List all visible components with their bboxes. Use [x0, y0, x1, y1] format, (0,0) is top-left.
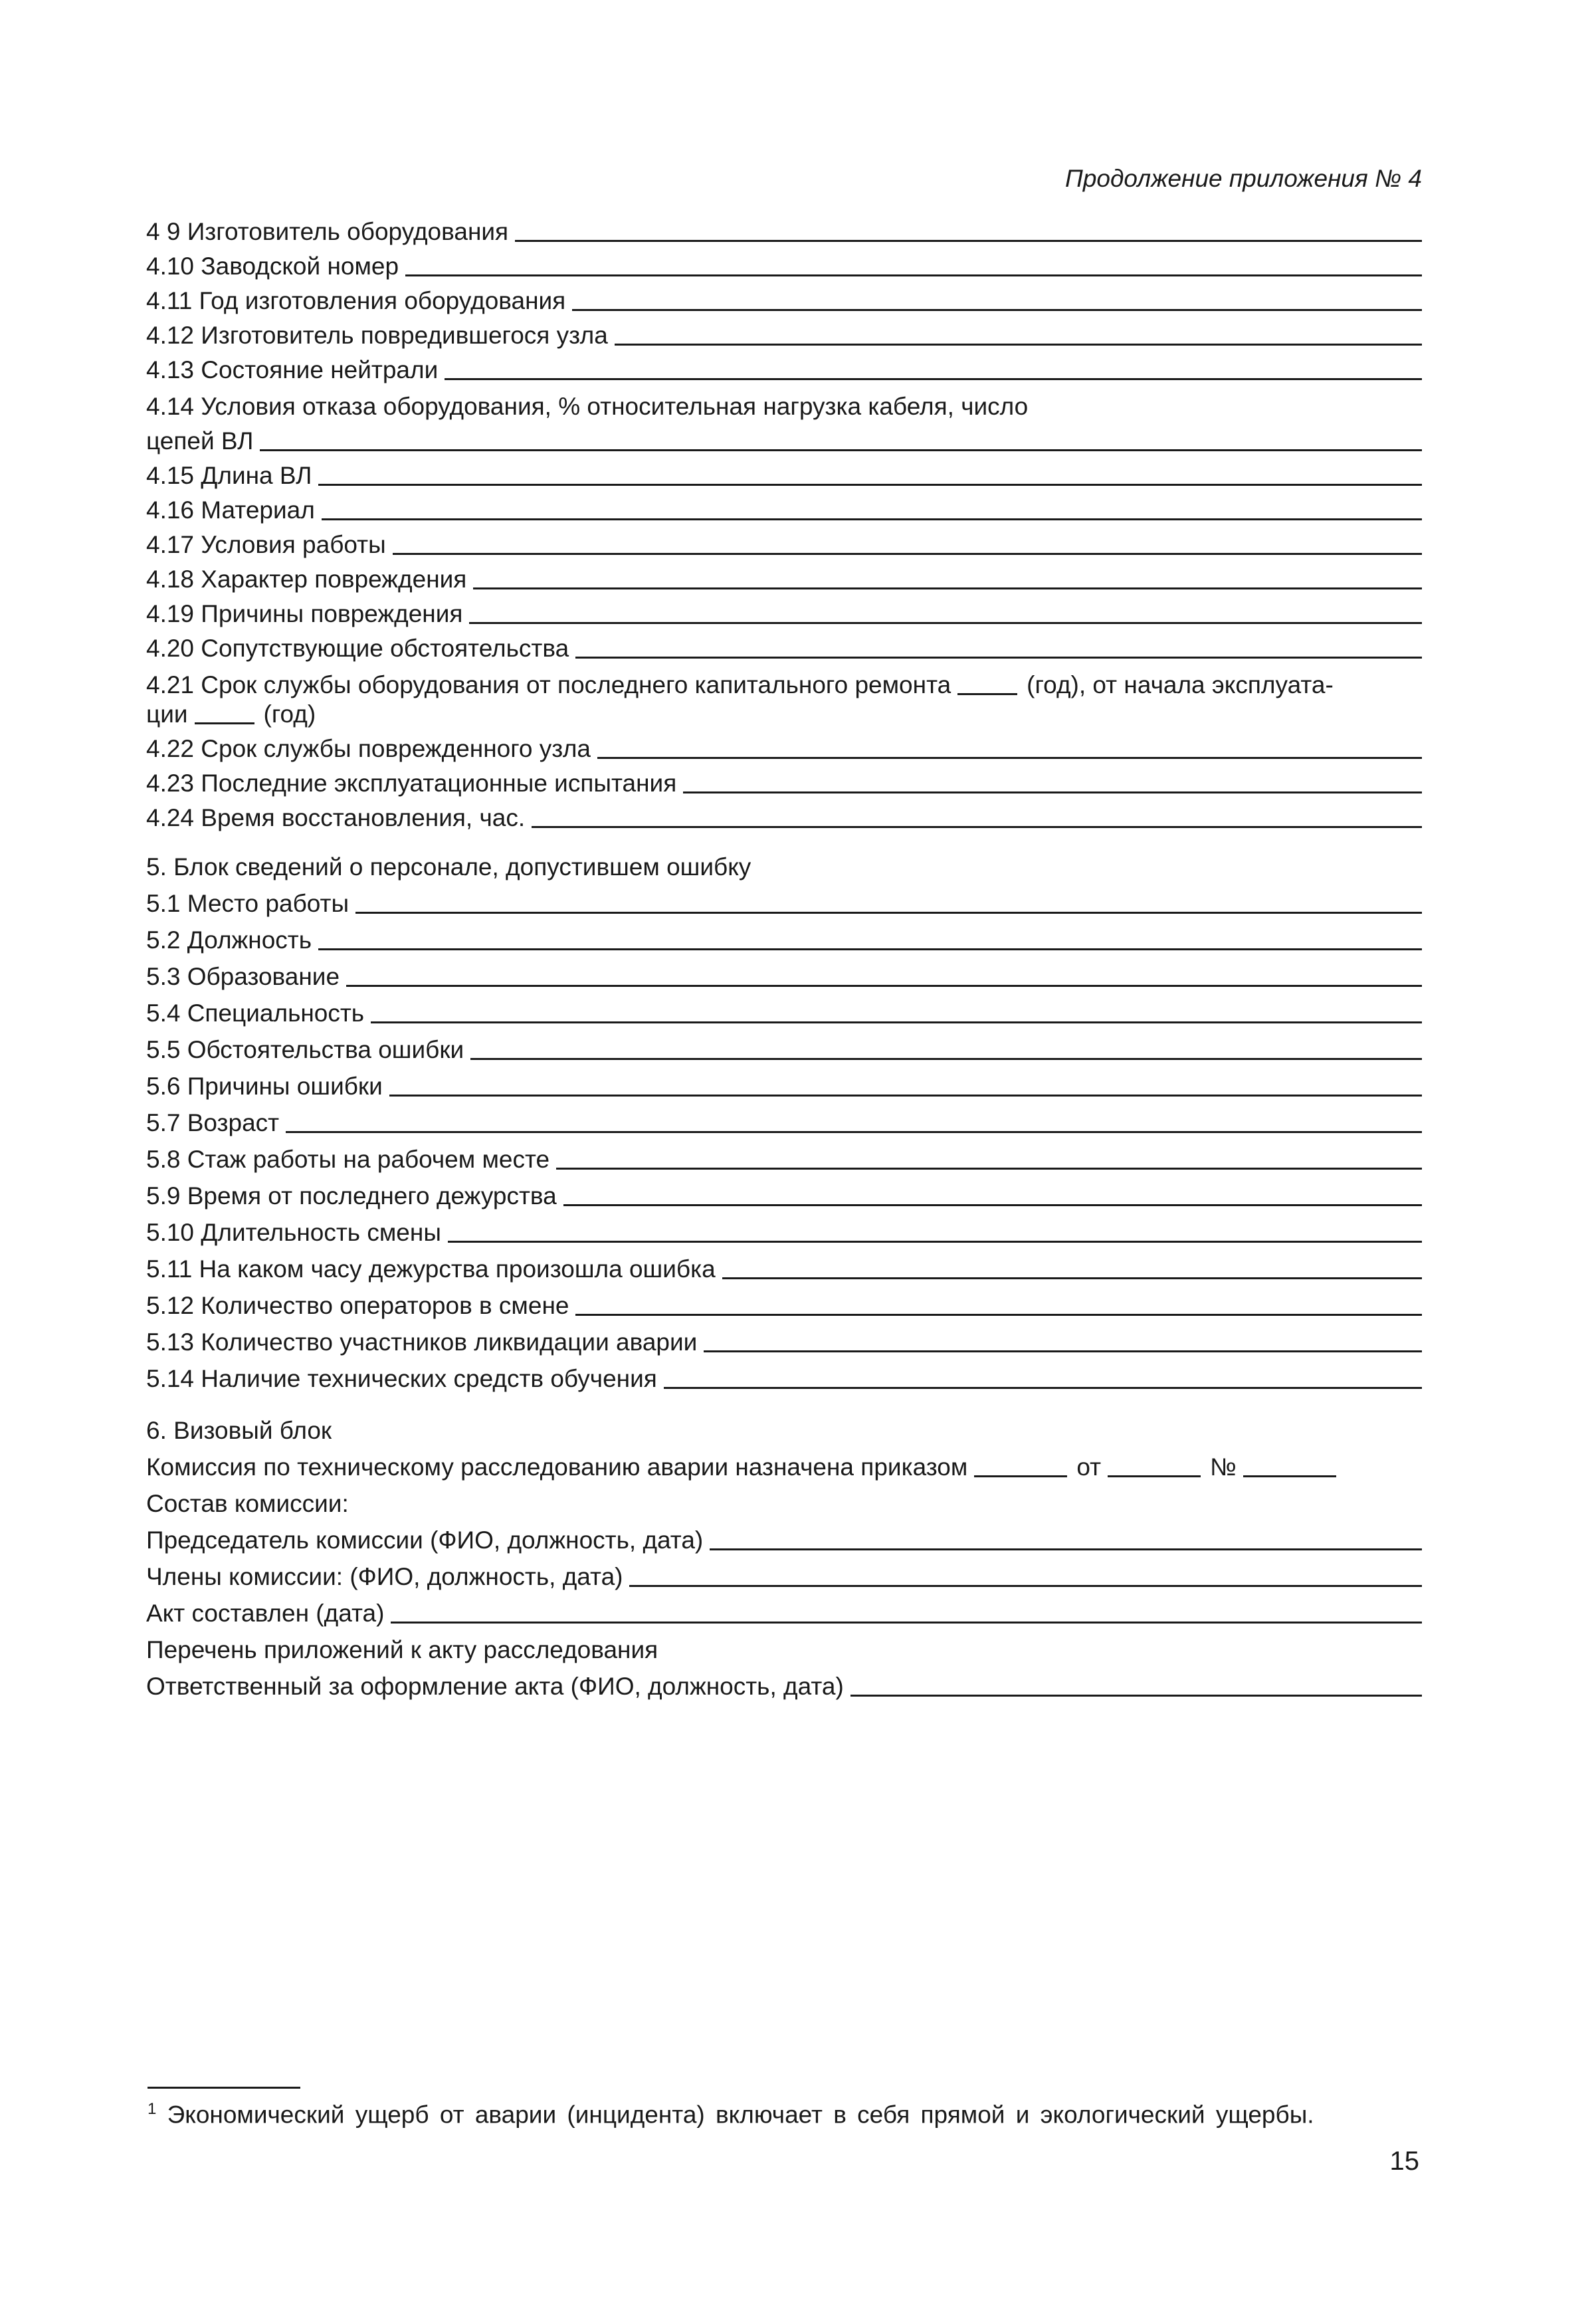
blank-field[interactable]	[664, 1387, 1422, 1389]
field-label: Комиссия по техническому расследованию аварии назначена приказом	[146, 1453, 968, 1481]
blank-field[interactable]	[445, 378, 1422, 380]
item-4-21-line2	[146, 699, 1422, 728]
form-line	[146, 280, 1422, 315]
footnote-mark: 1	[148, 2100, 157, 2118]
field-label: №	[1210, 1453, 1237, 1481]
form-line	[146, 1664, 1422, 1701]
blank-field[interactable]	[286, 1131, 1422, 1133]
blank-field[interactable]	[575, 1314, 1422, 1316]
footnote-divider	[148, 2087, 300, 2089]
field-label: 5.6 Причины ошибки	[146, 1073, 383, 1100]
field-label: 4 9 Изготовитель оборудования	[146, 218, 509, 245]
form-line	[146, 1027, 1422, 1064]
blank-field[interactable]	[346, 985, 1422, 987]
form-line	[146, 954, 1422, 991]
form-line	[146, 1283, 1422, 1320]
form-line	[146, 1064, 1422, 1101]
blank-field[interactable]	[563, 1204, 1422, 1206]
field-label: 4.16 Материал	[146, 496, 315, 524]
blank-field[interactable]	[391, 1622, 1422, 1624]
form-line	[146, 1174, 1422, 1210]
blank-field[interactable]	[195, 722, 254, 724]
form-line	[146, 991, 1422, 1027]
field-label: 4.24 Время восстановления, час.	[146, 804, 526, 831]
form-line	[146, 918, 1422, 954]
blank-field[interactable]	[260, 449, 1422, 451]
blank-field[interactable]	[722, 1277, 1422, 1279]
field-label: Акт составлен (дата)	[146, 1600, 385, 1627]
field-label: 5.14 Наличие технических средств обучения	[146, 1365, 657, 1392]
field-label: 4.19 Причины повреждения	[146, 600, 463, 627]
blank-field[interactable]	[389, 1095, 1422, 1097]
field-label: 4.21 Срок службы оборудования от последнего капитального ремонта	[146, 671, 951, 698]
form-line	[146, 211, 1422, 246]
blank-field[interactable]	[371, 1021, 1422, 1023]
blank-field[interactable]	[318, 484, 1422, 486]
form-content	[146, 211, 1422, 1701]
field-label: 5.3 Образование	[146, 963, 340, 990]
field-label: ции	[146, 700, 188, 728]
field-label: Ответственный за оформление акта (ФИО, должность, дата)	[146, 1673, 844, 1700]
commission-order-line	[146, 1445, 1422, 1481]
blank-field[interactable]	[469, 622, 1422, 624]
blank-field[interactable]	[355, 912, 1422, 914]
field-label: 5.13 Количество участников ликвидации аварии	[146, 1328, 698, 1356]
form-line	[146, 1554, 1422, 1591]
field-label: 5.5 Обстоятельства ошибки	[146, 1036, 464, 1063]
field-label: (год)	[263, 700, 316, 728]
field-label: 5.11 На каком часу дежурства произошла ошибка	[146, 1255, 716, 1283]
blank-field[interactable]	[393, 553, 1422, 555]
blank-field[interactable]	[515, 240, 1422, 242]
footnote-text: Экономический ущерб от аварии (инцидента) включает в себя прямой и экологический ущербы.	[167, 2101, 1314, 2129]
blank-field[interactable]	[597, 757, 1422, 759]
order-number-field[interactable]	[974, 1475, 1067, 1477]
field-label: 4.10 Заводской номер	[146, 253, 399, 280]
field-label: 4.20 Сопутствующие обстоятельства	[146, 635, 569, 662]
blank-field[interactable]	[556, 1168, 1422, 1170]
field-label: (год), от начала эксплуата-	[1027, 671, 1334, 698]
section-6-title: 6. Визовый блок	[146, 1417, 332, 1444]
field-label: 4.23 Последние эксплуатационные испытания	[146, 770, 677, 797]
field-label: 5.8 Стаж работы на рабочем месте	[146, 1146, 550, 1173]
blank-field[interactable]	[318, 948, 1422, 950]
field-label: 4.17 Условия работы	[146, 531, 386, 558]
field-label: 5.1 Место работы	[146, 890, 349, 917]
field-label: Председатель комиссии (ФИО, должность, дата)	[146, 1526, 704, 1554]
blank-field[interactable]	[448, 1241, 1422, 1243]
page-header: Продолжение приложения № 4	[1065, 165, 1422, 192]
blank-field[interactable]	[683, 791, 1422, 793]
form-line	[146, 593, 1422, 628]
blank-field[interactable]	[473, 587, 1422, 589]
form-line	[146, 797, 1422, 832]
field-label: цепей ВЛ	[146, 427, 254, 455]
blank-field[interactable]	[704, 1350, 1422, 1352]
blank-field[interactable]	[572, 309, 1422, 311]
item-4-21-line1	[146, 663, 1422, 699]
blank-field[interactable]	[532, 826, 1422, 828]
blank-field[interactable]	[850, 1695, 1422, 1697]
form-line	[146, 1320, 1422, 1356]
blank-field[interactable]	[710, 1548, 1422, 1550]
form-line	[146, 1101, 1422, 1137]
form-line	[146, 350, 1422, 384]
footnote	[148, 2100, 1314, 2129]
form-line	[146, 728, 1422, 763]
form-line	[146, 1247, 1422, 1283]
form-line	[146, 490, 1422, 524]
field-label: 5.10 Длительность смены	[146, 1219, 441, 1246]
field-label: 4.13 Состояние нейтрали	[146, 356, 439, 383]
form-line	[146, 1591, 1422, 1627]
order-date-field[interactable]	[1108, 1475, 1201, 1477]
form-line	[146, 1518, 1422, 1554]
blank-field[interactable]	[405, 274, 1422, 276]
section-5-title: 5. Блок сведений о персонале, допустившем ошибку	[146, 853, 751, 881]
blank-field[interactable]	[629, 1585, 1422, 1587]
field-label: 5.4 Специальность	[146, 999, 365, 1027]
field-label: 4.22 Срок службы поврежденного узла	[146, 735, 591, 762]
field-label: 5.12 Количество операторов в смене	[146, 1292, 569, 1319]
form-line	[146, 1137, 1422, 1174]
form-line	[146, 881, 1422, 918]
blank-field[interactable]	[575, 657, 1422, 659]
page-number: 15	[1389, 2147, 1419, 2176]
form-line	[146, 763, 1422, 797]
form-line	[146, 315, 1422, 350]
blank-field[interactable]	[957, 693, 1017, 695]
field-label: от	[1076, 1453, 1102, 1481]
field-label: 4.11 Год изготовления оборудования	[146, 287, 566, 314]
form-line	[146, 421, 1422, 455]
blank-field[interactable]	[322, 518, 1422, 520]
field-label: 4.12 Изготовитель повредившегося узла	[146, 322, 608, 349]
field-label: Члены комиссии: (ФИО, должность, дата)	[146, 1563, 623, 1590]
field-label: 4.15 Длина ВЛ	[146, 462, 312, 489]
field-label: 5.2 Должность	[146, 926, 312, 954]
blank-field[interactable]	[615, 344, 1422, 346]
attachments-label: Перечень приложений к акту расследования	[146, 1636, 658, 1663]
order-no-field[interactable]	[1243, 1475, 1336, 1477]
form-line	[146, 559, 1422, 593]
blank-field[interactable]	[470, 1058, 1422, 1060]
field-label: 4.18 Характер повреждения	[146, 566, 467, 593]
field-label: 5.7 Возраст	[146, 1109, 280, 1136]
field-label: 5.9 Время от последнего дежурства	[146, 1182, 557, 1209]
form-line	[146, 246, 1422, 280]
form-line	[146, 1210, 1422, 1247]
composition-label: Состав комиссии:	[146, 1490, 349, 1517]
form-line	[146, 524, 1422, 559]
form-line	[146, 628, 1422, 663]
item-4-14-text: 4.14 Условия отказа оборудования, % относительная нагрузка кабеля, число	[146, 393, 1029, 420]
form-line	[146, 455, 1422, 490]
form-line	[146, 1356, 1422, 1393]
